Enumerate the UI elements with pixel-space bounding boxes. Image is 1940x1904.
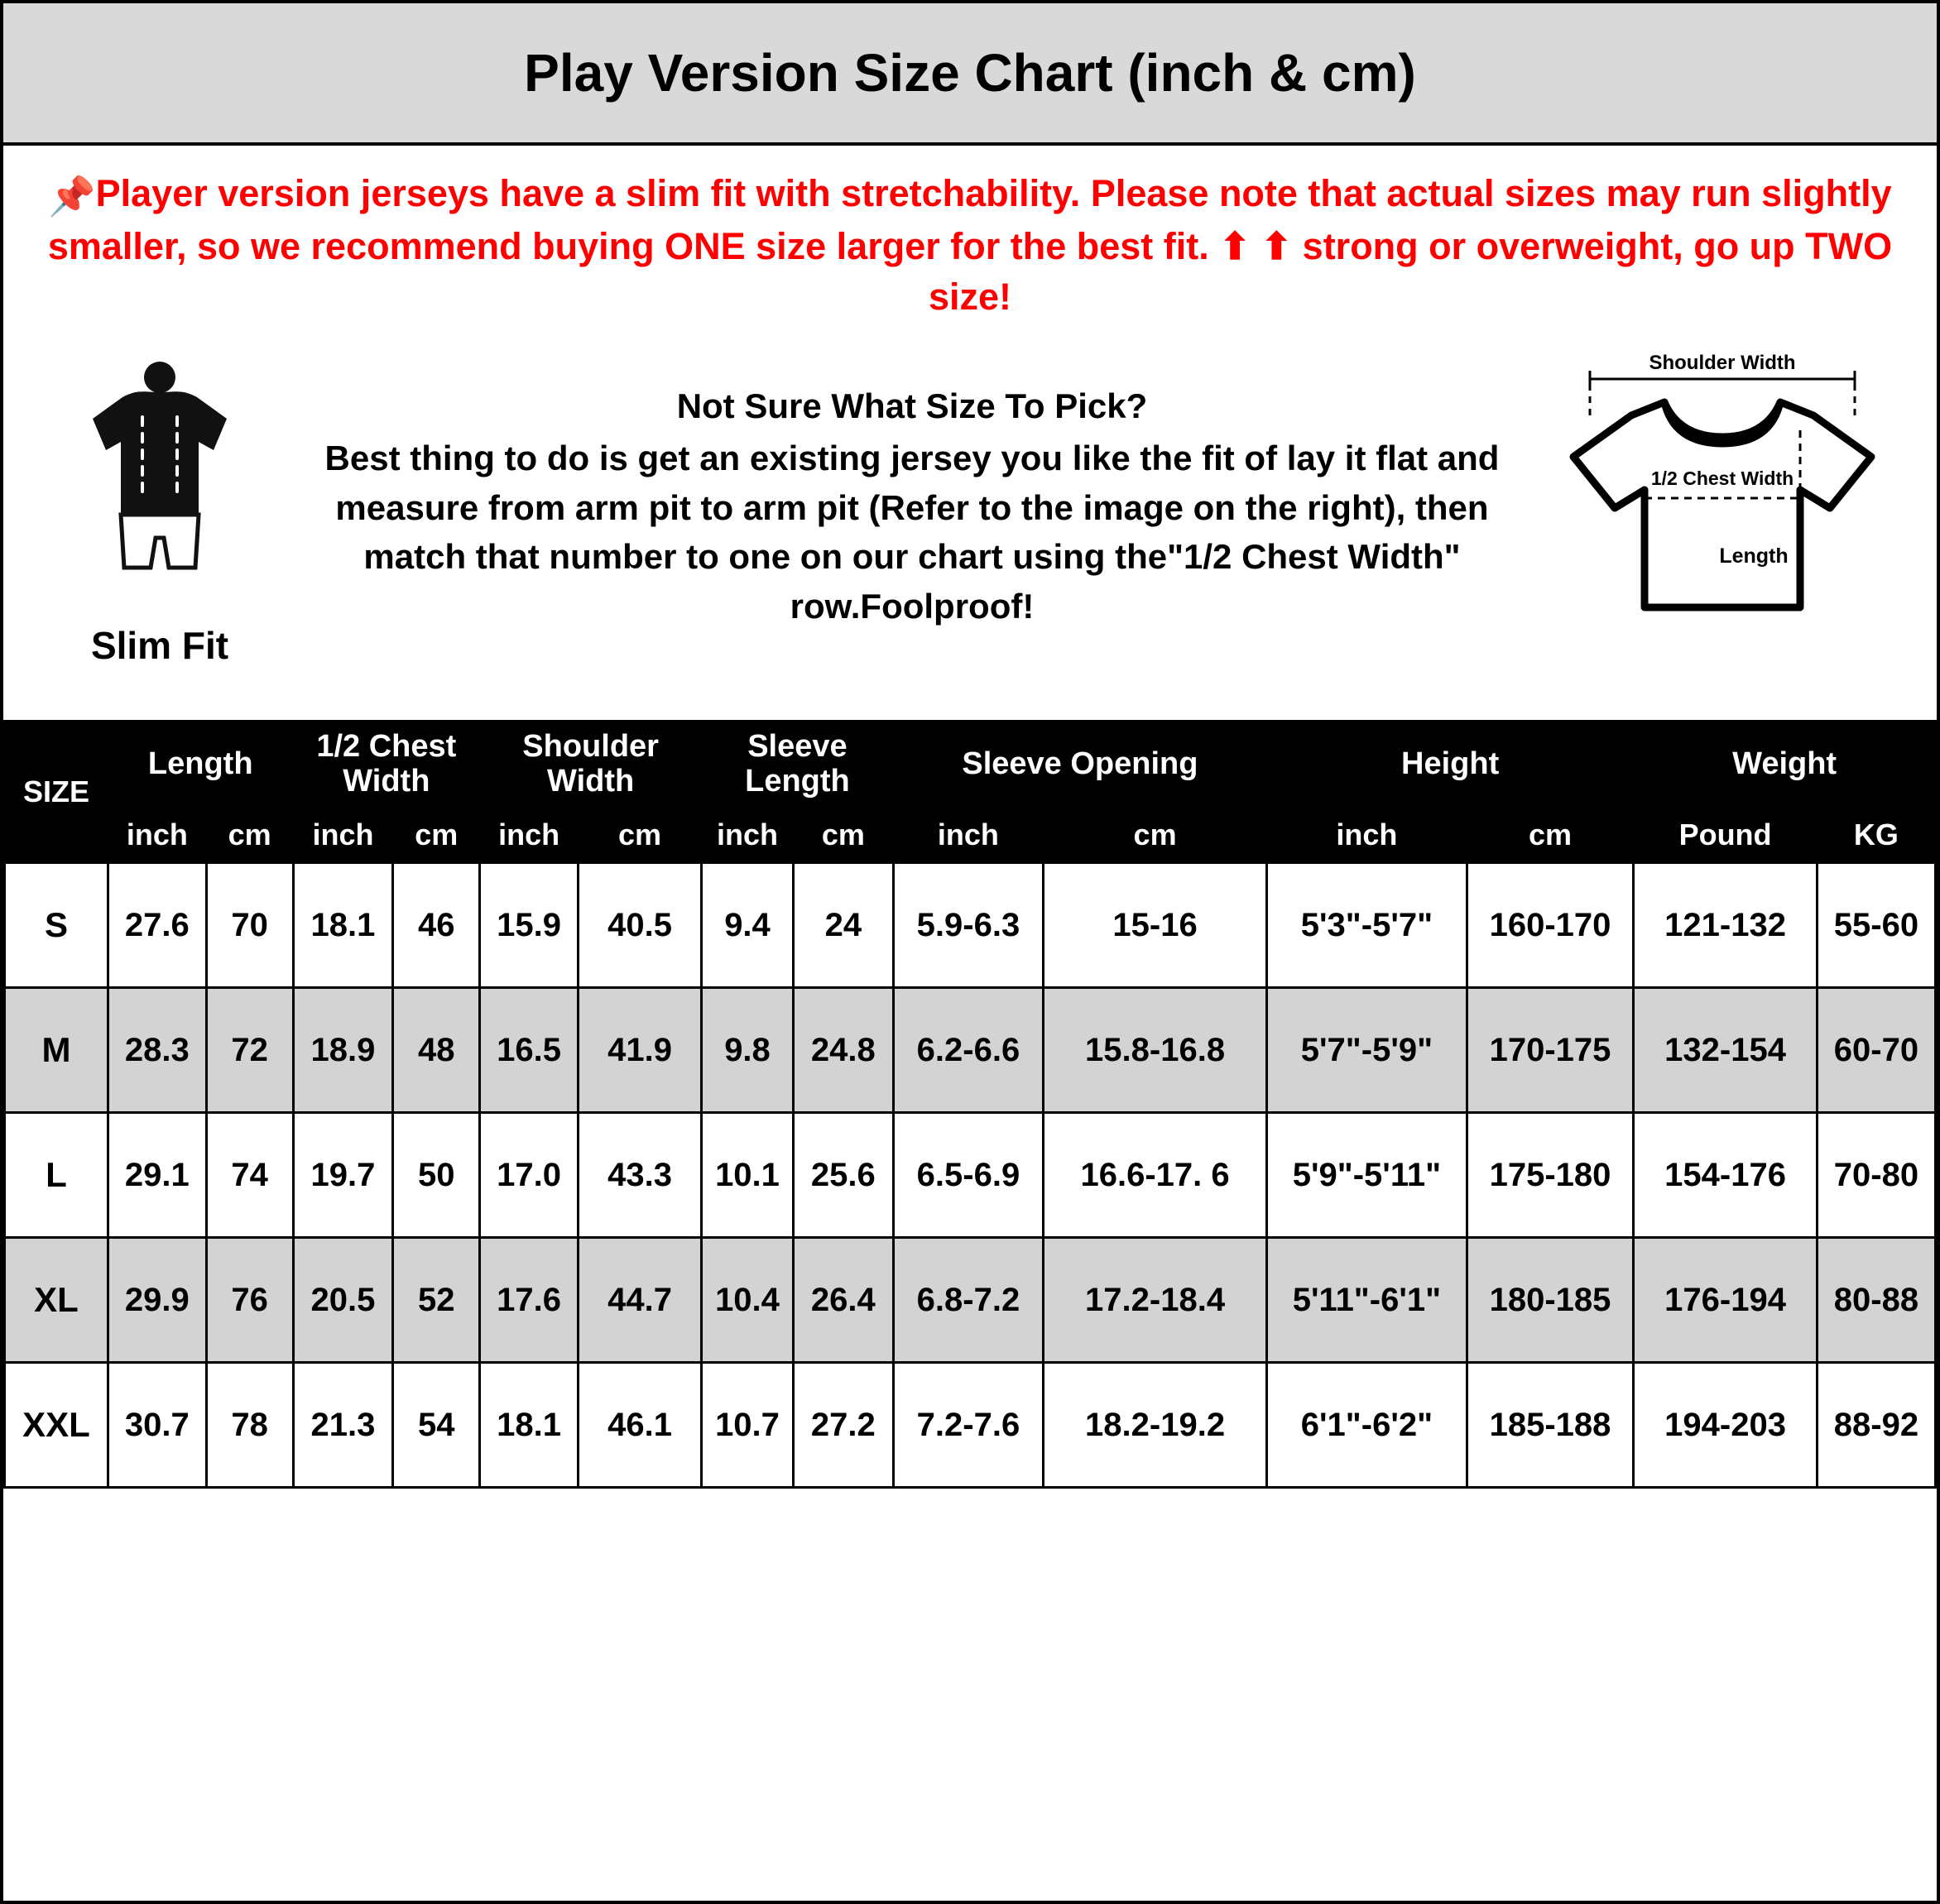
sizing-advice: [296, 336, 1528, 631]
unit-height-cm: cm: [1467, 807, 1633, 862]
cell: 17.2-18.4: [1044, 1238, 1267, 1363]
cell: 21.3: [293, 1363, 393, 1488]
cell: 160-170: [1467, 863, 1633, 988]
cell: 48: [393, 988, 480, 1113]
cell: 70: [206, 863, 293, 988]
row-size: XXL: [5, 1363, 108, 1488]
cell: 78: [206, 1363, 293, 1488]
cell: 24.8: [793, 988, 893, 1113]
cell: 17.6: [480, 1238, 579, 1363]
table-row: [5, 1113, 1936, 1238]
cell: 175-180: [1467, 1113, 1633, 1238]
cell: 15.8-16.8: [1044, 988, 1267, 1113]
cell: 20.5: [293, 1238, 393, 1363]
row-size: M: [5, 988, 108, 1113]
unit-shoulder-inch: inch: [480, 807, 579, 862]
cell: 194-203: [1634, 1363, 1818, 1488]
cell: 80-88: [1817, 1238, 1935, 1363]
unit-length-inch: inch: [108, 807, 206, 862]
cell: 10.4: [702, 1238, 794, 1363]
cell: 29.1: [108, 1113, 206, 1238]
cell: 132-154: [1634, 988, 1818, 1113]
cell: 19.7: [293, 1113, 393, 1238]
cell: 55-60: [1817, 863, 1935, 988]
cell: 10.1: [702, 1113, 794, 1238]
cell: 29.9: [108, 1238, 206, 1363]
header-sleeve-opening: Sleeve Opening: [893, 721, 1266, 807]
cell: 52: [393, 1238, 480, 1363]
table-row: [5, 863, 1936, 988]
unit-length-cm: cm: [206, 807, 293, 862]
unit-weight-pound: Pound: [1634, 807, 1818, 862]
cell: 5'11"-6'1": [1267, 1238, 1467, 1363]
cell: 40.5: [579, 863, 702, 988]
cell: 5.9-6.3: [893, 863, 1043, 988]
cell: 18.2-19.2: [1044, 1363, 1267, 1488]
table-row: [5, 1238, 1936, 1363]
unit-chest-inch: inch: [293, 807, 393, 862]
fit-notice-text: Player version jerseys have a slim fit with stretchability. Please note that actual sizes may run slightly smaller, so we recommend buying ONE size larger for the best fit. ⬆ ⬆ strong or overweight, go up TWO size!: [47, 172, 1893, 318]
cell: 54: [393, 1363, 480, 1488]
cell: 5'3"-5'7": [1267, 863, 1467, 988]
advice-question: Not Sure What Size To Pick?: [676, 386, 1148, 425]
header-shoulder-width: Shoulder Width: [480, 721, 702, 807]
cell: 46: [393, 863, 480, 988]
cell: 154-176: [1634, 1113, 1818, 1238]
unit-shoulder-cm: cm: [579, 807, 702, 862]
cell: 43.3: [579, 1113, 702, 1238]
tshirt-measure-icon: [1540, 351, 1904, 628]
size-table-wrap: [3, 720, 1937, 1707]
table-unit-header-row: [5, 807, 1936, 862]
cell: 16.6-17. 6: [1044, 1113, 1267, 1238]
unit-weight-kg: KG: [1817, 807, 1935, 862]
unit-height-inch: inch: [1267, 807, 1467, 862]
cell: 18.1: [293, 863, 393, 988]
cell: 30.7: [108, 1363, 206, 1488]
cell: 70-80: [1817, 1113, 1935, 1238]
table-row: [5, 1363, 1936, 1488]
header-weight: Weight: [1634, 721, 1936, 807]
advice-body: Best thing to do is get an existing jersey you like the fit of lay it flat and measure from arm pit to arm pit (Refer to the image on the right), then match that number to one on our chart using the"1/2 Chest Width" row.Foolproof!: [324, 439, 1500, 626]
cell: 18.9: [293, 988, 393, 1113]
cell: 15.9: [480, 863, 579, 988]
header-length: Length: [108, 721, 293, 807]
row-size: XL: [5, 1238, 108, 1363]
cell: 170-175: [1467, 988, 1633, 1113]
cell: 50: [393, 1113, 480, 1238]
slim-fit-block: [23, 336, 296, 668]
header-height: Height: [1267, 721, 1634, 807]
cell: 185-188: [1467, 1363, 1633, 1488]
cell: 5'7"-5'9": [1267, 988, 1467, 1113]
svg-text:Length: Length: [1719, 544, 1789, 568]
slim-fit-label: Slim Fit: [90, 623, 229, 667]
cell: 121-132: [1634, 863, 1818, 988]
cell: 6.2-6.6: [893, 988, 1043, 1113]
unit-chest-cm: cm: [393, 807, 480, 862]
cell: 46.1: [579, 1363, 702, 1488]
tee-diagram-block: [1528, 336, 1917, 628]
unit-opening-inch: inch: [893, 807, 1043, 862]
cell: 6.8-7.2: [893, 1238, 1043, 1363]
cell: 9.4: [702, 863, 794, 988]
cell: 15-16: [1044, 863, 1267, 988]
unit-opening-cm: cm: [1044, 807, 1267, 862]
table-group-header-row: [5, 721, 1936, 807]
page-title: Play Version Size Chart (inch & cm): [524, 43, 1416, 103]
fit-notice: [3, 146, 1937, 331]
cell: 180-185: [1467, 1238, 1633, 1363]
cell: 72: [206, 988, 293, 1113]
row-size: S: [5, 863, 108, 988]
unit-sleeve-cm: cm: [793, 807, 893, 862]
svg-text:1/2 Chest Width: 1/2 Chest Width: [1650, 467, 1794, 489]
row-size: L: [5, 1113, 108, 1238]
cell: 44.7: [579, 1238, 702, 1363]
cell: 26.4: [793, 1238, 893, 1363]
cell: 17.0: [480, 1113, 579, 1238]
table-row: [5, 988, 1936, 1113]
header-sleeve-length: Sleeve Length: [702, 721, 894, 807]
header-size: SIZE: [5, 721, 108, 862]
cell: 76: [206, 1238, 293, 1363]
cell: 6.5-6.9: [893, 1113, 1043, 1238]
cell: 176-194: [1634, 1238, 1818, 1363]
cell: 27.6: [108, 863, 206, 988]
cell: 88-92: [1817, 1363, 1935, 1488]
info-band: [3, 331, 1937, 720]
cell: 24: [793, 863, 893, 988]
cell: 10.7: [702, 1363, 794, 1488]
size-table: [3, 720, 1937, 1489]
site-watermark: manixjersey.com: [744, 1645, 1196, 1707]
chart-title-bar: [3, 3, 1937, 146]
cell: 16.5: [480, 988, 579, 1113]
cell: 7.2-7.6: [893, 1363, 1043, 1488]
cell: 18.1: [480, 1363, 579, 1488]
unit-sleeve-inch: inch: [702, 807, 794, 862]
cell: 41.9: [579, 988, 702, 1113]
header-half-chest-width: 1/2 Chest Width: [293, 721, 480, 807]
cell: 5'9"-5'11": [1267, 1113, 1467, 1238]
cell: 25.6: [793, 1113, 893, 1238]
cell: 6'1"-6'2": [1267, 1363, 1467, 1488]
cell: 27.2: [793, 1363, 893, 1488]
cell: 74: [206, 1113, 293, 1238]
slim-fit-body-icon: [65, 359, 255, 611]
cell: 28.3: [108, 988, 206, 1113]
svg-text:Shoulder Width: Shoulder Width: [1649, 351, 1796, 374]
pushpin-icon: 📌: [48, 175, 96, 218]
cell: 60-70: [1817, 988, 1935, 1113]
cell: 9.8: [702, 988, 794, 1113]
